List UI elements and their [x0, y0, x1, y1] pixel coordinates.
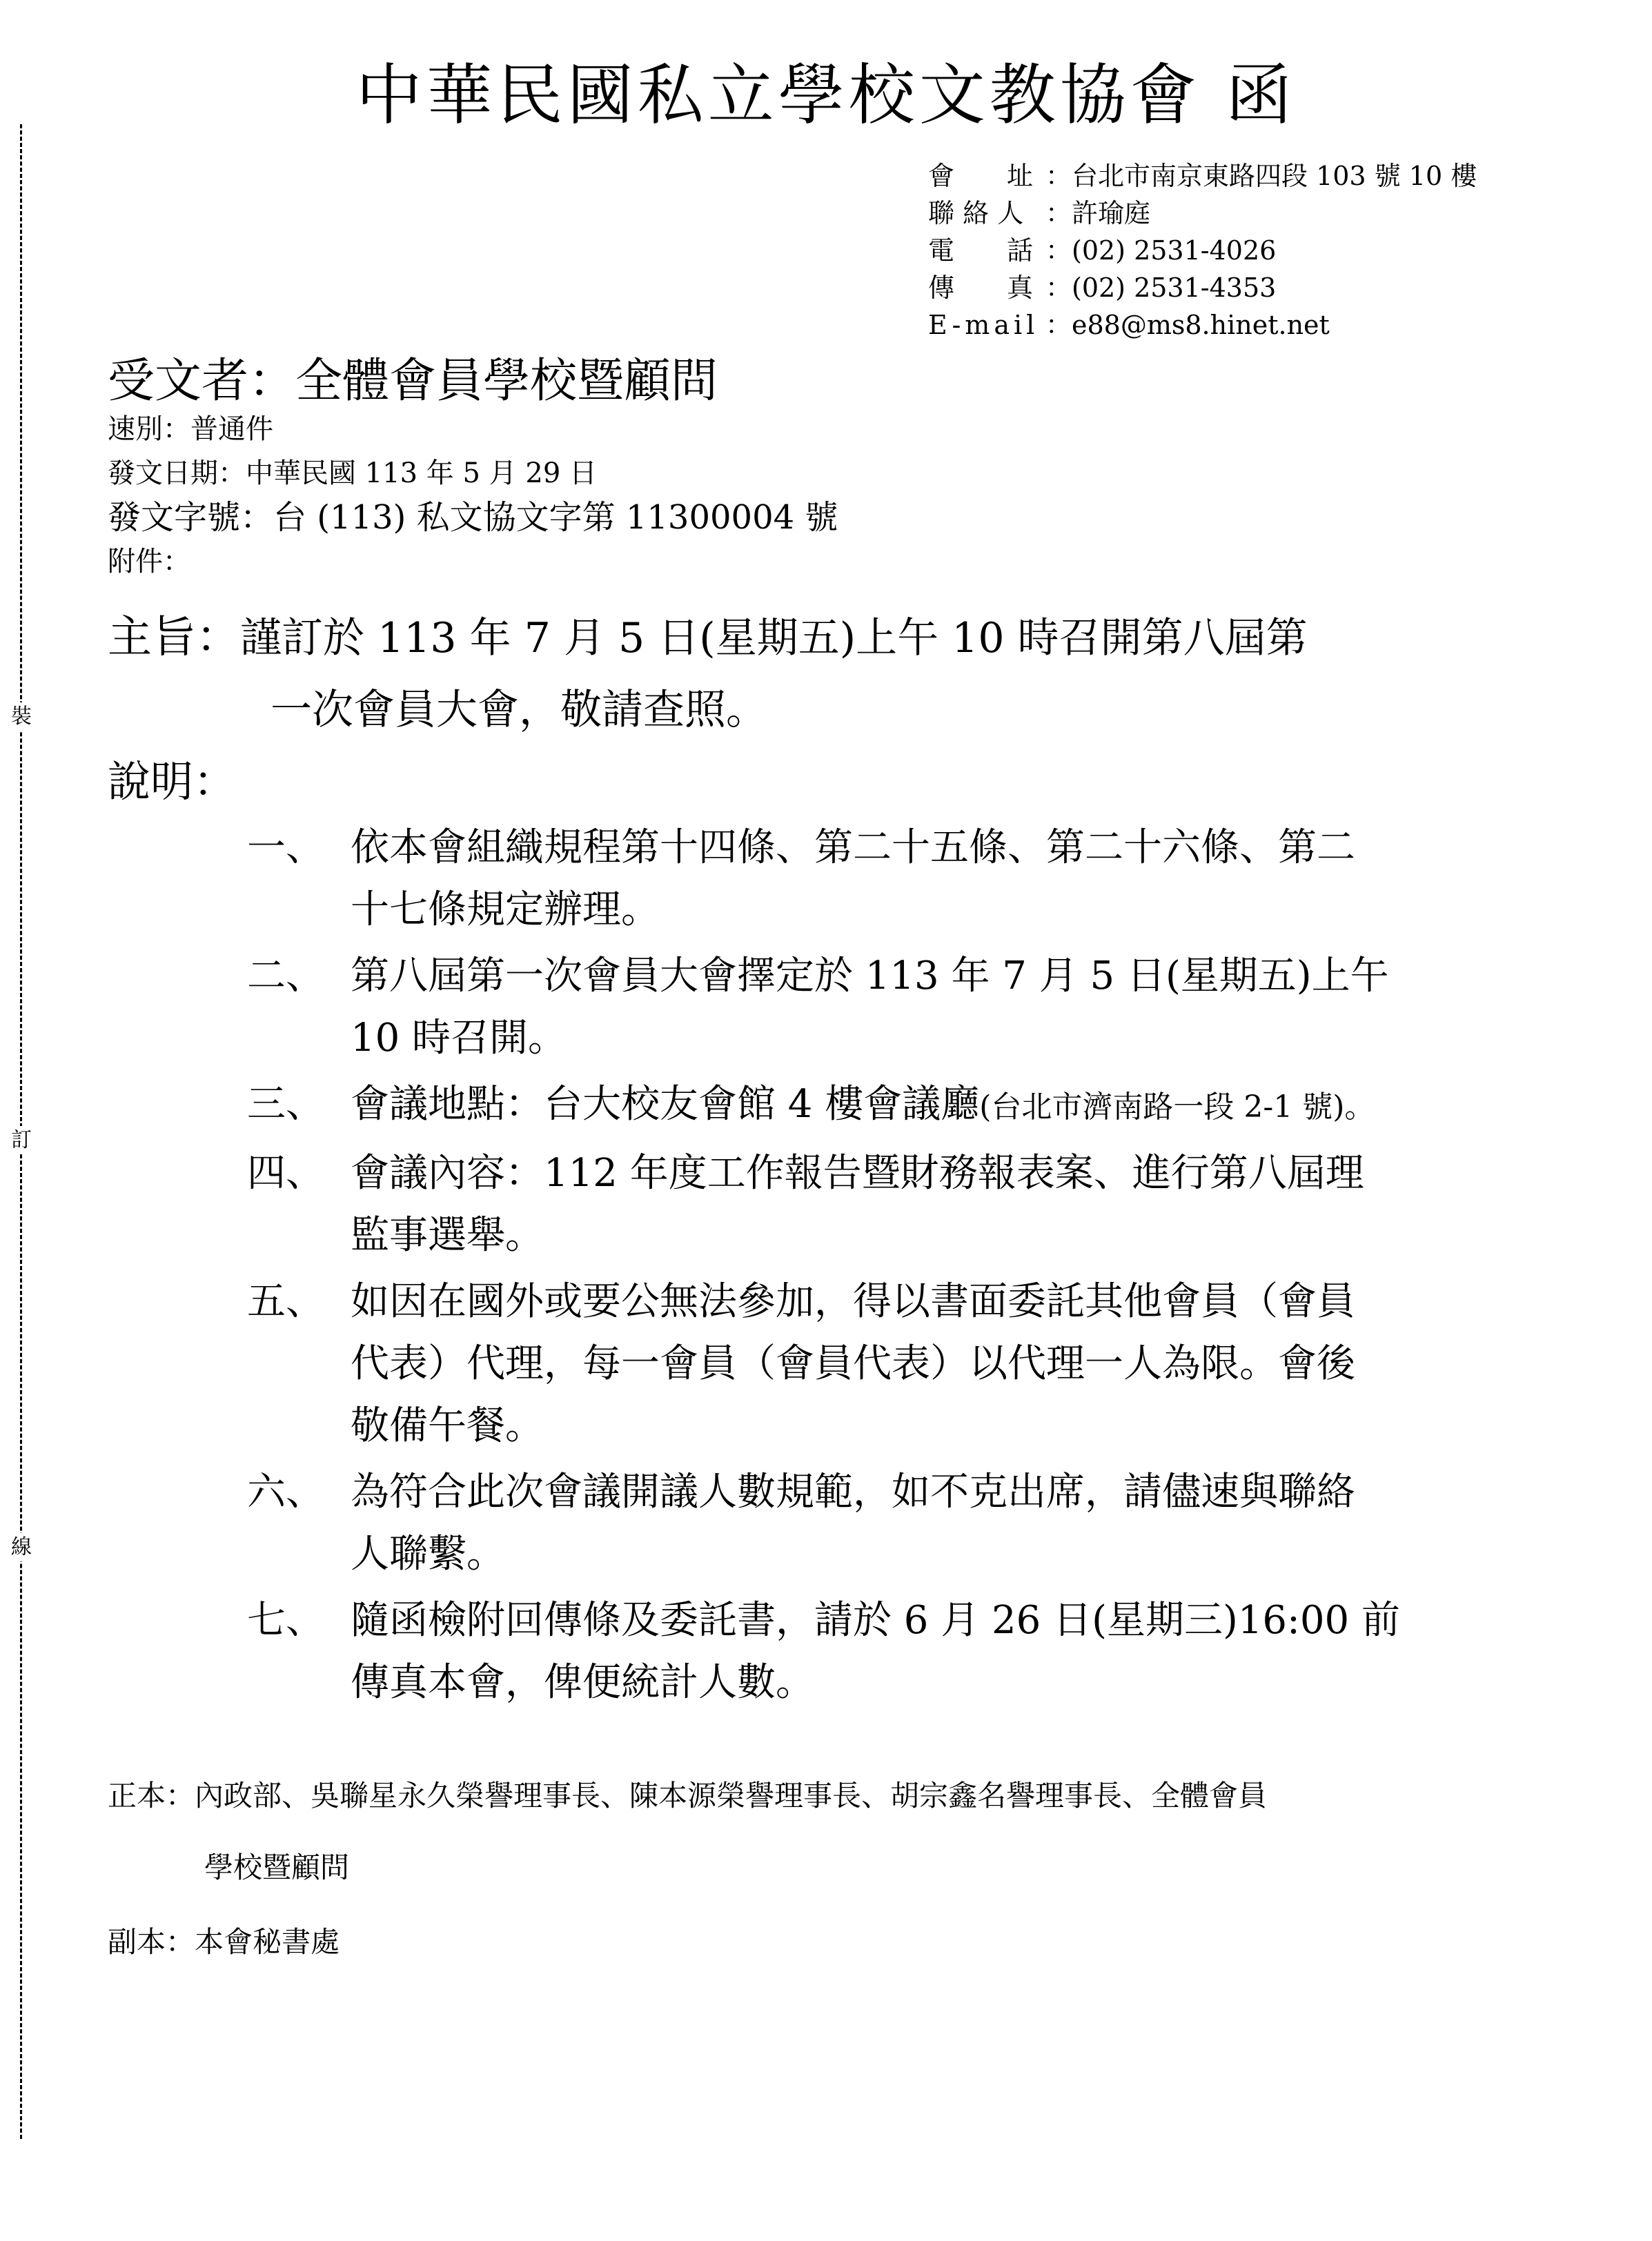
org-email-row	[928, 306, 1477, 344]
list-item	[247, 1074, 1579, 1138]
org-contact-block	[928, 157, 1477, 344]
org-fax-label: 傳 真	[928, 273, 1034, 303]
item-number: 六、	[247, 1470, 324, 1514]
binding-char-xian: 線	[11, 1533, 32, 1561]
list-item	[247, 1143, 1579, 1267]
org-phone-label: 電 話	[928, 235, 1034, 266]
item-line: 第八屆第一次會員大會擇定於 113 年 7 月 5 日(星期五)上午	[351, 954, 1389, 998]
item-line: 人聯繫。	[351, 1532, 505, 1577]
subject-block	[108, 602, 1308, 746]
list-item	[247, 945, 1579, 1069]
org-address-value: ：台北市南京東路四段 103 號 10 樓	[1045, 161, 1477, 191]
document-meta	[108, 407, 838, 584]
original-recipients-label: 正本：	[108, 1779, 195, 1813]
description-items	[247, 817, 1579, 1718]
copy-recipients: 副本：本會秘書處	[108, 1925, 340, 1959]
item-line: 如因在國外或要公無法參加，得以書面委託其他會員（會員	[351, 1279, 1355, 1324]
recipient: 受文者：全體會員學校暨顧問	[108, 354, 718, 408]
item-line: 十七條規定辦理。	[351, 887, 660, 932]
list-item	[247, 1590, 1579, 1714]
org-address-label: 會 址	[928, 161, 1034, 191]
org-contact-value: ：許瑜庭	[1045, 198, 1151, 228]
org-fax-row	[928, 269, 1477, 306]
item-line: 會議地點：台大校友會館 4 樓會議廳	[351, 1082, 980, 1127]
item-line: 10 時召開。	[351, 1016, 567, 1060]
subject-label: 主旨：	[108, 612, 240, 663]
item-line: 為符合此次會議開議人數規範，如不克出席，請儘速與聯絡	[351, 1470, 1355, 1514]
document-title: 中華民國私立學校文教協會 函	[355, 57, 1297, 134]
org-fax-value: ：(02) 2531-4353	[1045, 273, 1277, 303]
attachment: 附件：	[108, 546, 190, 577]
list-item	[247, 1271, 1579, 1457]
document-number: 發文字號：台 (113) 私文協文字第 11300004 號	[108, 498, 838, 537]
org-phone-value: ：(02) 2531-4026	[1045, 235, 1277, 266]
item-line: 代表）代理，每一會員（會員代表）以代理一人為限。會後	[351, 1341, 1355, 1386]
list-item	[247, 817, 1579, 941]
org-contact-row	[928, 195, 1477, 232]
item-number: 四、	[247, 1151, 324, 1196]
item-number: 五、	[247, 1279, 324, 1324]
org-email-label: E-mail	[928, 310, 1039, 340]
item-line: 傳真本會，俾便統計人數。	[351, 1660, 814, 1705]
org-address-row	[928, 157, 1477, 195]
description-label: 說明：	[108, 756, 237, 807]
org-contact-label: 聯 絡 人	[928, 198, 1024, 228]
item-number: 七、	[247, 1598, 324, 1643]
list-item	[247, 1461, 1579, 1586]
item-line: 隨函檢附回傳條及委託書，請於 6 月 26 日(星期三)16:00 前	[351, 1598, 1400, 1643]
item-line: 依本會組織規程第十四條、第二十五條、第二十六條、第二	[351, 825, 1355, 870]
item-number: 二、	[247, 954, 324, 998]
org-phone-row	[928, 232, 1477, 269]
distribution-block	[108, 1777, 1267, 1962]
item-line: 會議內容：112 年度工作報告暨財務報表案、進行第八屆理	[351, 1151, 1364, 1196]
item-number: 一、	[247, 825, 324, 870]
binding-char-ding: 訂	[11, 1126, 32, 1154]
item-line: 敬備午餐。	[351, 1403, 544, 1448]
subject-line-1: 謹訂於 113 年 7 月 5 日(星期五)上午 10 時召開第八屆第	[240, 614, 1308, 662]
binding-char-zhuang: 裝	[11, 702, 32, 731]
original-recipients-line-2: 學校暨顧問	[204, 1850, 350, 1884]
subject-line-2: 一次會員大會，敬請查照。	[271, 686, 767, 734]
venue-address-note: (台北市濟南路一段 2-1 號)。	[979, 1089, 1375, 1125]
issue-date: 發文日期：中華民國 113 年 5 月 29 日	[108, 457, 597, 489]
org-email-value: ：e88@ms8.hinet.net	[1045, 310, 1330, 340]
item-line: 監事選舉。	[351, 1213, 544, 1258]
speed-class: 速別：普通件	[108, 413, 273, 445]
item-number: 三、	[247, 1082, 324, 1127]
original-recipients-line-1: 內政部、吳聯星永久榮譽理事長、陳本源榮譽理事長、胡宗鑫名譽理事長、全體會員	[195, 1779, 1268, 1813]
